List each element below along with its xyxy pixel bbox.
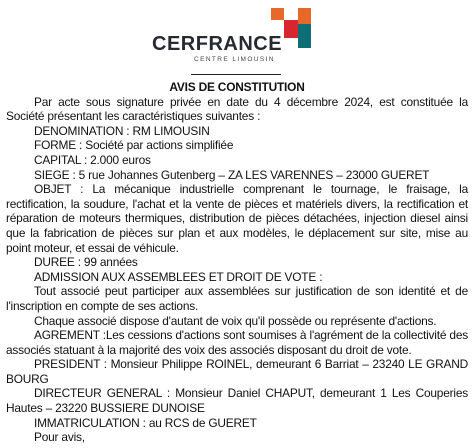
admission-paragraph: Tout associé peut participer aux assemblées sur justification de son identité et de l'inscription en compte de ses actions. [6, 284, 468, 313]
logo-subtitle: CENTRE LIMOUSIN [194, 56, 275, 63]
directeur-paragraph: DIRECTEUR GENERAL : Monsieur Daniel CHAPUT, demeurant 1 Les Couperies Hautes – 23220 BUSSIERE DUNOISE [6, 386, 468, 416]
cerfrance-logo [152, 5, 324, 65]
duree-line: DUREE : 99 années [34, 255, 138, 270]
logo-wordmark: CERFRANCE [152, 33, 283, 55]
immatriculation-line: IMMATRICULATION : au RCS de GUERET [34, 415, 257, 430]
vote-paragraph: Chaque associé dispose d'autant de voix qu'il possède ou représente d'actions. [34, 313, 437, 328]
capital-line: CAPITAL : 2.000 euros [34, 152, 151, 167]
objet-paragraph: OBJET : La mécanique industrielle comprenant le tournage, le fraisage, la rectification, la soudure, l'achat et la vente de pièces et matériels divers, la rectification et réparation de moteurs thermiques, distribution de pièces détachées, injection diesel ainsi que la fabrication de pièces sur plan et aux modèles, le déplacement sur site, mise au point moteur, et essai de véhicule. [6, 182, 468, 255]
forme-line: FORME : Société par actions simplifiée [34, 138, 234, 153]
intro-paragraph: Par acte sous signature privée en date du 4 décembre 2024, est constituée la Société présentant les caractéristiques suivantes : [6, 94, 468, 124]
president-paragraph: PRESIDENT : Monsieur Philippe ROINEL, demeurant 6 Barriat – 23240 LE GRAND BOURG [6, 357, 468, 386]
closing-line: Pour avis, [34, 430, 85, 445]
admission-heading: ADMISSION AUX ASSEMBLEES ET DROIT DE VOTE : [34, 269, 323, 284]
notice-title: AVIS DE CONSTITUTION [169, 80, 305, 94]
siege-line: SIEGE : 5 rue Johannes Gutenberg – ZA LES VARENNES – 23000 GUERET [34, 167, 430, 182]
title-divider [191, 74, 281, 75]
agrement-paragraph: AGREMENT :Les cessions d'actions sont soumises à l'agrément de la collectivité des associés statuant à la majorité des voix des associés disposant du droit de vote. [6, 328, 468, 357]
denomination-line: DENOMINATION : RM LIMOUSIN [34, 123, 210, 138]
notice-body [6, 80, 468, 445]
